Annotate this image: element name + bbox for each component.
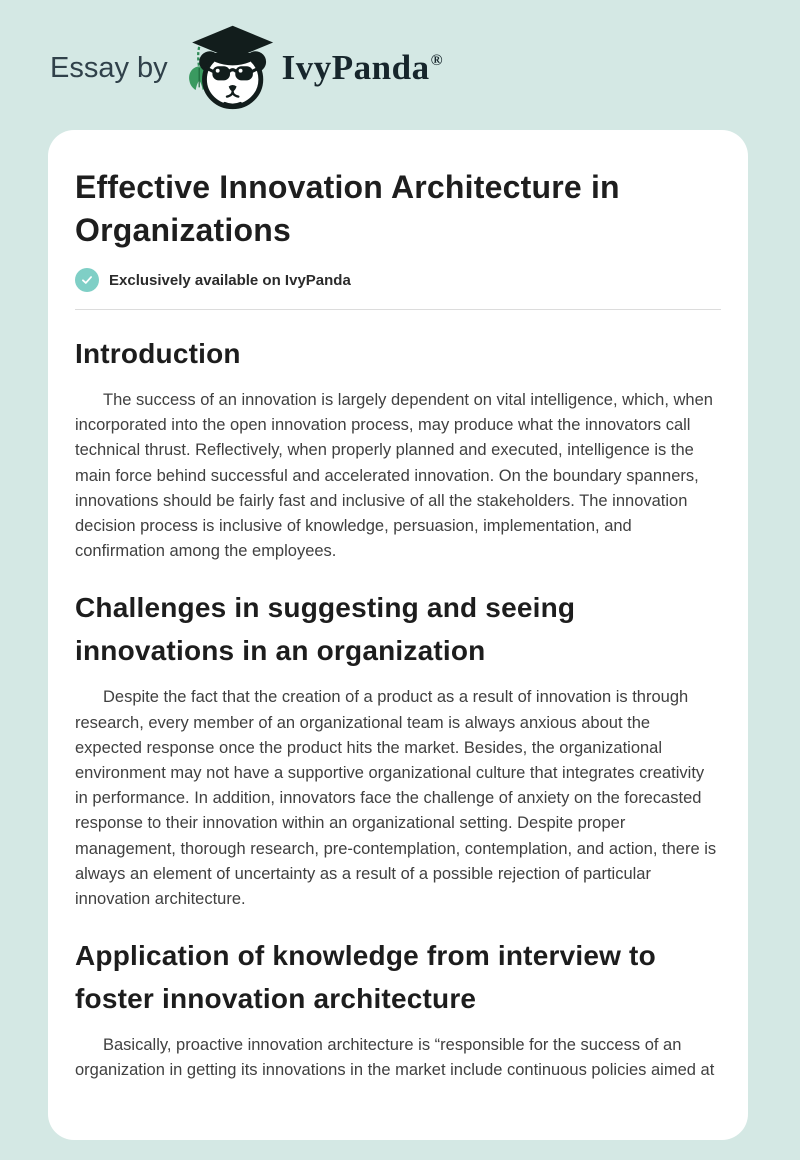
section-heading-application: Application of knowledge from interview to foster innovation architecture xyxy=(75,940,656,1015)
exclusive-badge xyxy=(75,268,721,292)
essay-card xyxy=(48,130,748,1140)
section-introduction xyxy=(75,332,721,564)
section-heading-introduction: Introduction xyxy=(75,338,241,369)
brand-wordmark: IvyPanda xyxy=(281,48,430,87)
site-header xyxy=(0,0,800,110)
section-paragraph: Basically, proactive innovation architecture is “responsible for the success of an organization in getting its innovations in the market include continuous policies aimed at xyxy=(75,1036,715,1080)
section-paragraph: Despite the fact that the creation of a product as a result of innovation is through research, every member of an organizational team is always anxious about the expected response once the product hits the market. Besides, the organizational environment may not have a supportive organizational culture that integrates creativity in performance. In addition, innovators face the challenge of anxiety on the forecasted response to their innovation within an organizational setting. Despite proper management, thorough research, pre-contemplation, contemplation, and action, there is always an element of uncertainty as a result of a possible rejection of particular innovation architecture. xyxy=(75,688,717,909)
ivypanda-panda-graduate-icon xyxy=(184,26,276,110)
section-application xyxy=(75,934,721,1083)
exclusive-badge-text: Exclusively available on IvyPanda xyxy=(109,271,351,289)
essay-by-label: Essay by xyxy=(50,51,168,84)
section-heading-challenges: Challenges in suggesting and seeing innovations in an organization xyxy=(75,592,576,667)
divider xyxy=(75,309,721,310)
check-icon xyxy=(75,268,99,292)
essay-title: Effective Innovation Architecture in Organizations xyxy=(75,169,620,248)
section-challenges xyxy=(75,586,721,912)
brand-name xyxy=(282,48,443,88)
registered-mark: ® xyxy=(430,52,444,69)
section-paragraph: The success of an innovation is largely dependent on vital intelligence, which, when incorporated into the open innovation process, may produce what the innovators call technical thrust. Reflectively, when properly planned and executed, intelligence is the main force behind successful and accelerated innovation. On the boundary spanners, innovations should be fairly fast and inclusive of all the stakeholders. The innovation decision process is inclusive of knowledge, persuasion, implementation, and confirmation among the employees. xyxy=(75,391,713,561)
